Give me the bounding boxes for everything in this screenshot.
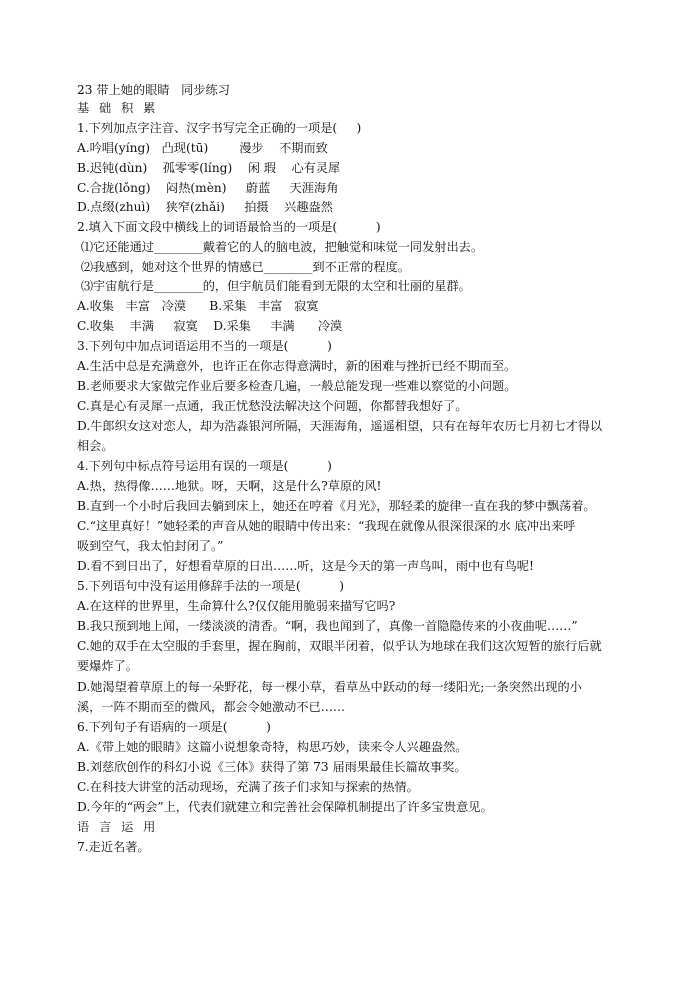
- question-3-option-d-cont: 相会。: [77, 439, 114, 453]
- question-4-option-b: B.直到一个小时后我回去躺到床上，她还在哼着《月光》，那轻柔的旋律一直在我的梦中飘荡着。: [77, 499, 596, 513]
- question-5-option-d-cont: 溪，一阵不期而至的微风，都会令她激动不已……: [77, 700, 346, 714]
- question-3-option-a: A.生活中总是充满意外，也许正在你志得意满时，新的困难与挫折已经不期而至。: [77, 359, 517, 373]
- question-1-option-d: D.点缀(zhuì) 狭窄(zhǎi) 拍摄 兴趣盎然: [77, 200, 333, 214]
- question-3-stem: 3.下列句中加点词语运用不当的一项是( ): [77, 339, 332, 353]
- question-6-option-a: A.《带上她的眼睛》这篇小说想象奇特，构思巧妙，读来令人兴趣盎然。: [77, 740, 468, 754]
- section-heading-usage: 语 言 运 用: [77, 820, 159, 834]
- question-4-option-c-cont: 吸到空气，我太怕封闭了。”: [77, 539, 224, 553]
- question-6-option-d: D.今年的“两会”上，代表们就建立和完善社会保障机制提出了许多宝贵意见。: [77, 800, 493, 814]
- question-3-option-c: C.真是心有灵犀一点通，我正忧愁没法解决这个问题，你都替我想好了。: [77, 399, 468, 413]
- question-1-option-c: C.合拢(lǒng) 闷热(mèn) 蔚蓝 天涯海角: [77, 181, 339, 195]
- question-2-sentence-3: ⑶宇宙航行是________的，但宇航员们能看到无限的太空和壮丽的星群。: [77, 279, 471, 293]
- question-3-option-b: B.老师要求大家做完作业后要多检查几遍，一般总能发现一些难以察觉的小问题。: [77, 379, 517, 393]
- question-6-option-c: C.在科技大讲堂的活动现场，充满了孩子们求知与探索的热情。: [77, 780, 419, 794]
- question-1-option-a: A.吟唱(yíng) 凸现(tū) 漫步 不期而致: [77, 141, 328, 155]
- question-3-option-d: D.牛郎织女这对恋人，却为浩淼银河所隔，天涯海角，遥遥相望，只有在每年农历七月初七才得以: [77, 419, 603, 433]
- question-5-stem: 5.下列语句中没有运用修辞手法的一项是( ): [77, 579, 345, 593]
- question-2-sentence-2: ⑵我感到，她对这个世界的情感已________到不正常的程度。: [77, 260, 410, 274]
- question-1-stem: 1.下列加点字注音、汉字书写完全正确的一项是( ): [77, 121, 362, 135]
- question-5-option-b: B.我只预到地上闻，一缕淡淡的清香。“啊，我也闻到了，真像一首隐隐传来的小夜曲呢……”: [77, 619, 578, 633]
- question-2-stem: 2.填入下面文段中横线上的词语最恰当的一项是( ): [77, 220, 381, 234]
- question-7-stem: 7.走近名著。: [77, 840, 150, 854]
- question-4-option-c: C.“这里真好！”她轻柔的声音从她的眼睛中传出来：“我现在就像从很深很深的水 底冲出来呼: [77, 519, 576, 533]
- question-1-option-b: B.迟钝(dùn) 孤零零(líng) 闲 瑕 心有灵犀: [77, 161, 341, 175]
- question-6-option-b: B.刘慈欣创作的科幻小说《三体》获得了第 73 届雨果最佳长篇故事奖。: [77, 760, 467, 774]
- page-title: 23 带上她的眼睛 同步练习: [77, 83, 230, 97]
- question-5-option-a: A.在这样的世界里，生命算什么?仅仅能用脆弱来描写它吗?: [77, 599, 396, 613]
- question-5-option-d: D.她渴望着草原上的每一朵野花，每一棵小草，看草丛中跃动的每一缕阳光;一条突然出现的小: [77, 680, 582, 694]
- question-5-option-c: C.她的双手在太空服的手套里，握在胸前，双眼半闭着，似乎认为地球在我们这次短暂的旅行后就: [77, 639, 602, 653]
- question-5-option-c-cont: 要爆炸了。: [77, 659, 138, 673]
- question-4-option-a: A.热，热得像……地狱。呀，天啊，这是什么?草原的风!: [77, 479, 382, 493]
- section-heading-basic: 基 础 积 累: [77, 101, 159, 115]
- question-6-stem: 6.下列句子有语病的一项是( ): [77, 720, 271, 734]
- question-4-option-d: D.看不到日出了，好想看草原的日出……听，这是今天的第一声鸟叫，雨中也有鸟呢!: [77, 559, 534, 573]
- question-2-options-cd: C.收集 丰满 寂寞 D.采集 丰满 冷漠: [77, 319, 343, 333]
- question-2-sentence-1: ⑴它还能通过________戴着它的人的脑电波，把触觉和味觉一同发射出去。: [77, 240, 484, 254]
- question-2-options-ab: A.收集 丰富 冷漠 B.采集 丰富 寂寞: [77, 299, 319, 313]
- question-4-stem: 4.下列句中标点符号运用有误的一项是( ): [77, 459, 332, 473]
